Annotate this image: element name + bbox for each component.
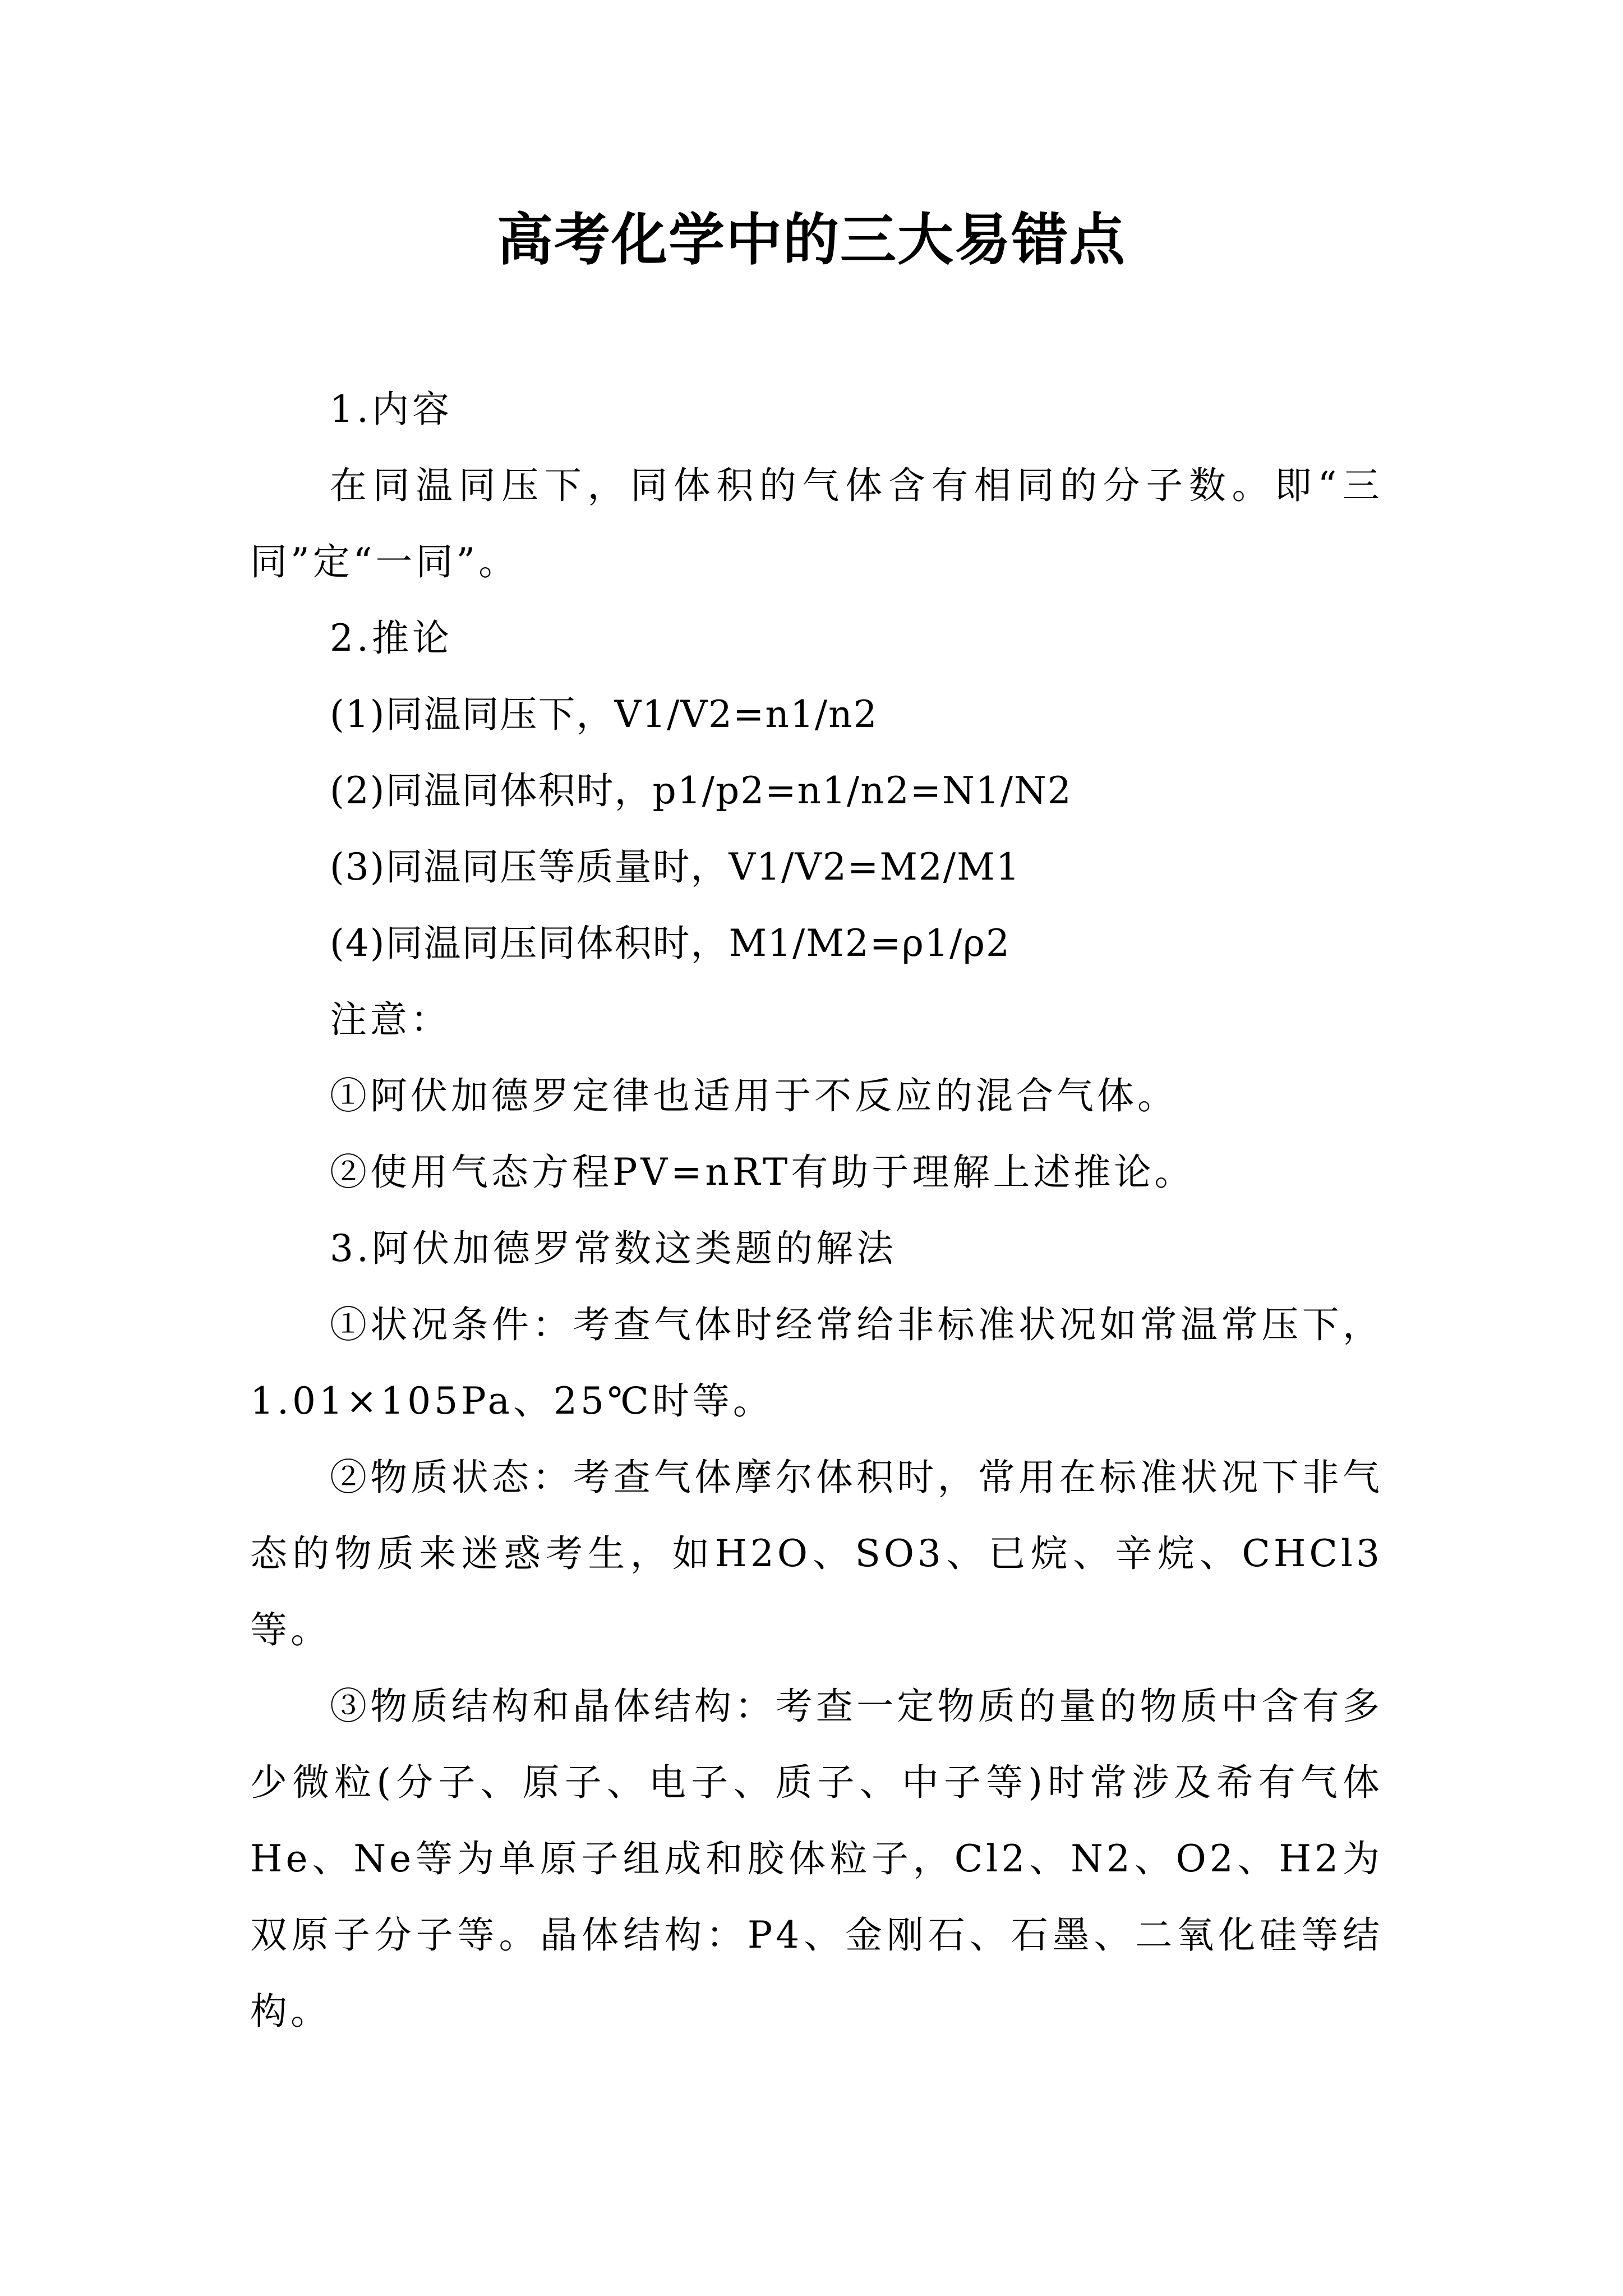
section-heading-inference: 2.推论 [330,616,453,660]
solution-structure: ③物质结构和晶体结构：考查一定物质的量的物质中含有多少微粒(分子、原子、电子、质子、中子等)时常涉及希有气体He、Ne等为单原子组成和胶体粒子，Cl2、N2、O2、H2为双原子分子等。晶体结构：P4、金刚石、石墨、二氧化硅等结构。 [250,1685,1383,2033]
section-heading-content: 1.内容 [330,388,453,431]
inference-item-4: (4)同温同压同体积时，M1/M2=ρ1/ρ2 [330,922,1011,965]
note-item-2: ②使用气态方程PV=nRT有助于理解上述推论。 [330,1151,1195,1194]
section-heading-solution: 3.阿伏加德罗常数这类题的解法 [330,1227,897,1270]
inference-item-1: (1)同温同压下，V1/V2=n1/n2 [330,693,878,736]
note-item-1: ①阿伏加德罗定律也适用于不反应的混合气体。 [330,1074,1178,1117]
document-title: 高考化学中的三大易错点 [497,207,1126,273]
solution-condition: ①状况条件：考查气体时经常给非标准状况如常温常压下，1.01×105Pa、25℃时等。 [250,1303,1383,1423]
inference-item-2: (2)同温同体积时，p1/p2=n1/n2=N1/N2 [330,769,1072,812]
inference-item-3: (3)同温同压等质量时，V1/V2=M2/M1 [330,845,1021,889]
paragraph-avogadro-law: 在同温同压下，同体积的气体含有相同的分子数。即“三同”定“一同”。 [250,464,1383,583]
note-label: 注意： [330,998,451,1041]
document-body [250,371,1383,2050]
solution-state: ②物质状态：考查气体摩尔体积时，常用在标准状况下非气态的物质来迷惑考生，如H2O、SO3、已烷、辛烷、CHCl3等。 [250,1456,1383,1651]
